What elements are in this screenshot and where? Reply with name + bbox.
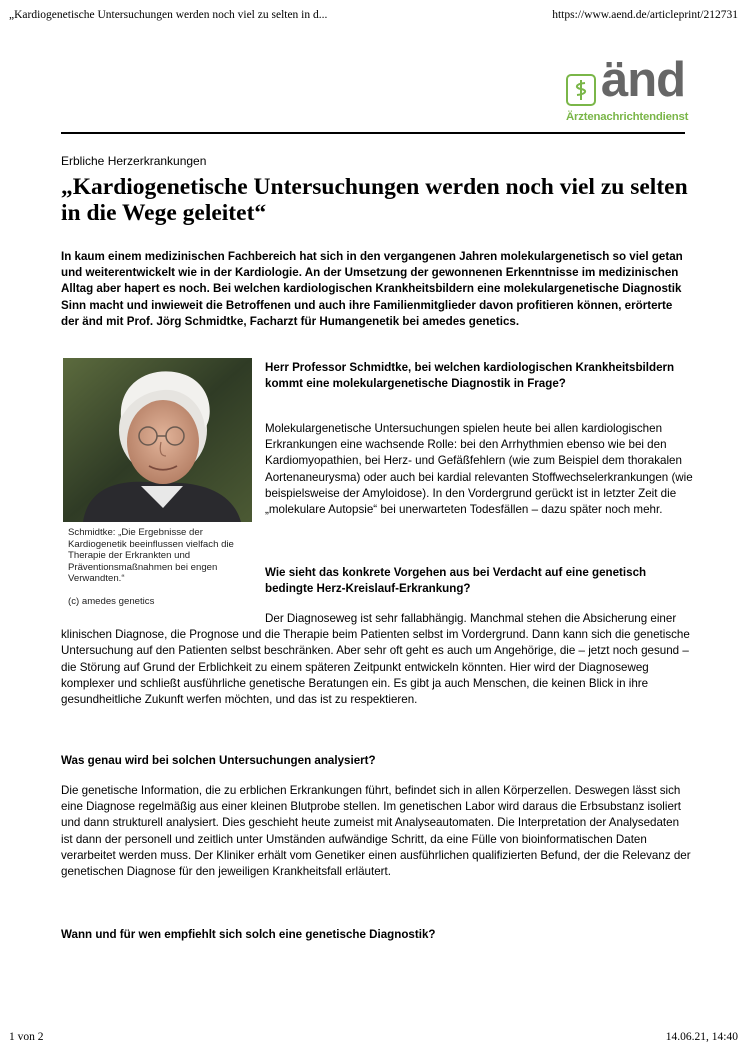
- print-page-title: „Kardiogenetische Untersuchungen werden noch viel zu selten in d...: [9, 9, 328, 21]
- photo-caption: Schmidtke: „Die Ergebnisse der Kardiogenetik beeinflussen vielfach die Therapie der Erkrankten und Präventionsmaßnahmen bei engen Verwandten.“: [68, 527, 234, 585]
- interview-answer: Der Diagnoseweg ist sehr fallabhängig. Manchmal stehen die Absicherung einer klinischen Diagnose, die Prognose und die Therapie beim Patienten selbst im Vordergrund. Dann kann sich die genetische Untersuchung auf den Patienten selbst beschränken. Aber sehr oft geht es auch um Angehörige, die – jetzt noch gesund – die Störung auf Grund der Erblichkeit zu einem späteren Zeitpunkt entwickeln könnten. Hier wird der Diagnoseweg komplexer und schließt ausführliche genetische Beratungen ein. Es gibt ja auch Menschen, die keinen Blick in ihre gesundheitliche Zukunft werfen möchten, und das ist zu respektieren.: [61, 612, 690, 707]
- logo-wordmark: änd: [601, 53, 686, 107]
- interview-answer: Molekulargenetische Untersuchungen spielen heute bei allen kardiologischen Erkrankungen eine wachsende Rolle: bei den Arrhythmien ebenso wie bei den Kardiomyopathien, bei Herz- und Gefäßfehlern (wie zum Beispiel dem thorakalen Aortenaneurysma) oder auch bei kardial relevanten Stoffwechselerkrankungen (wie beispielsweise der Amyloidose). In den Vordergrund gerückt ist in letzter Zeit die „molekulare Autopsie“ bei unerwarteten Todesfällen – dazu später noch mehr.: [265, 422, 693, 517]
- header-divider: [61, 132, 685, 134]
- interview-question: Wie sieht das konkrete Vorgehen aus bei Verdacht auf eine genetisch bedingte Herz-Kreislauf-Erkrankung?: [265, 566, 647, 596]
- interview-question: Herr Professor Schmidtke, bei welchen kardiologischen Krankheitsbildern kommt eine molekulargenetische Diagnostik in Frage?: [265, 361, 675, 391]
- print-url: https://www.aend.de/articleprint/212731: [552, 9, 738, 21]
- page-number: 1 von 2: [9, 1031, 44, 1043]
- interview-answer: Die genetische Information, die zu erblichen Erkrankungen führt, befindet sich in allen Körperzellen. Deswegen lässt sich eine Diagnose regelmäßig aus einer kleinen Blutprobe stellen. Im genetischen Labor wird daraus die Erbsubstanz isoliert und dann strukturell analysiert. Dies geschieht heute zumeist mit Analyseautomaten. Die Interpretation der Analysedaten ist dann der personell und zeitlich unter Umständen aufwändige Schritt, da eine Fülle von bioinformatischen Daten verarbeitet werden muss. Der Kliniker erhält vom Genetiker einen ausführlichen qualifizierten Befund, der die Relevanz der genetischen Diagnose für den jeweiligen Krankheitsfall erläutert.: [61, 784, 691, 879]
- aend-logo[interactable]: [566, 53, 690, 126]
- portrait-photo: [63, 358, 252, 522]
- print-datetime: 14.06.21, 14:40: [665, 1031, 738, 1043]
- interview-question: Was genau wird bei solchen Untersuchungen analysiert?: [61, 754, 376, 767]
- article-headline: „Kardiogenetische Untersuchungen werden noch viel zu selten in die Wege geleitet“: [61, 174, 688, 226]
- interview-question: Wann und für wen empfiehlt sich solch eine genetische Diagnostik?: [61, 928, 436, 941]
- article-kicker: Erbliche Herzerkrankungen: [61, 154, 207, 168]
- aesculapian-staff-icon: [566, 74, 596, 106]
- logo-tagline: Ärztenachrichtendienst: [566, 111, 689, 123]
- article-lead: In kaum einem medizinischen Fachbereich hat sich in den vergangenen Jahren molekulargenetisch so viel getan und weiterentwickelt wie in der Kardiologie. An der Umsetzung der gewonnenen Erkenntnisse im medizinischen Alltag aber hapert es noch. Bei welchen kardiologischen Krankheitsbildern eine molekulargenetische Diagnostik Sinn macht und inwieweit die Betroffenen und auch ihre Familienmitglieder davon profitieren können, erörterte der änd mit Prof. Jörg Schmidtke, Facharzt für Humangenetik bei amedes genetics.: [61, 250, 683, 328]
- photo-credit: (c) amedes genetics: [68, 596, 155, 607]
